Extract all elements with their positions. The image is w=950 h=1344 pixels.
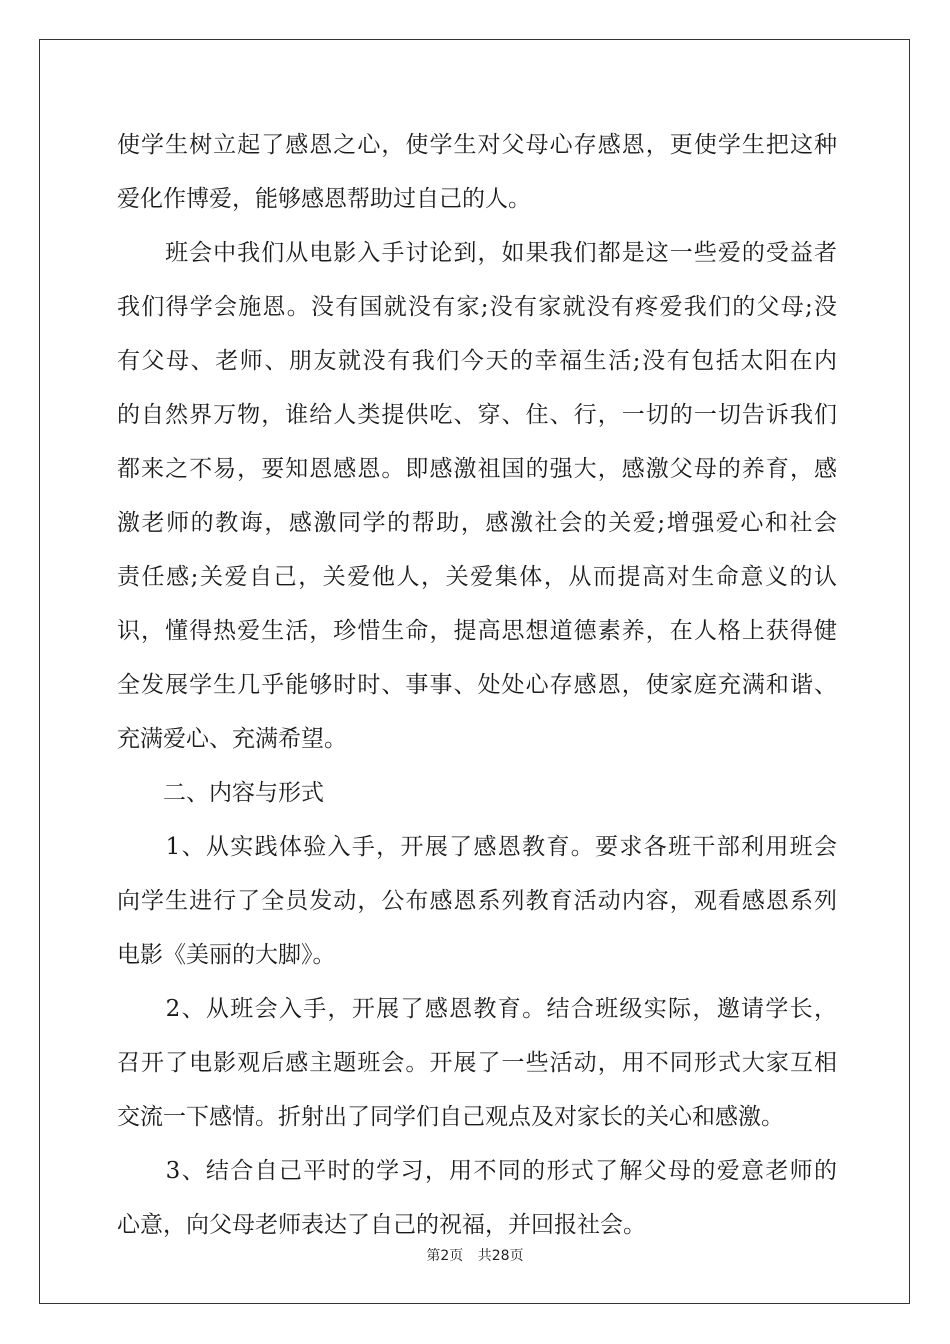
paragraph <box>117 234 837 774</box>
page-number: 第2页 <box>426 1248 464 1264</box>
paragraph <box>117 1152 837 1260</box>
document-body <box>117 126 837 1260</box>
text-line: 有父母、老师、朋友就没有我们今天的幸福生活;没有包括太阳在内 <box>117 348 837 374</box>
text-line: 都来之不易，要知恩感恩。即感激祖国的强大，感激父母的养育，感 <box>117 456 837 482</box>
page-footer <box>0 1246 950 1266</box>
text-line: 向学生进行了全员发动，公布感恩系列教育活动内容，观看感恩系列 <box>117 888 837 914</box>
text-line: 班会中我们从电影入手讨论到，如果我们都是这一些爱的受益者 <box>117 240 837 266</box>
text-line: 全发展学生几乎能够时时、事事、处处心存感恩，使家庭充满和谐、 <box>117 672 837 698</box>
text-line: 的自然界万物，谁给人类提供吃、穿、住、行，一切的一切告诉我们 <box>117 402 837 428</box>
text-line: 二、内容与形式 <box>117 780 324 806</box>
text-line: 2、从班会入手，开展了感恩教育。结合班级实际，邀请学长， <box>117 996 837 1022</box>
text-line: 爱化作博爱，能够感恩帮助过自己的人。 <box>117 186 531 212</box>
page-total: 共28页 <box>477 1248 524 1264</box>
text-line: 激老师的教诲，感激同学的帮助，感激社会的关爱;增强爱心和社会 <box>117 510 837 536</box>
text-line: 交流一下感情。折射出了同学们自己观点及对家长的关心和感激。 <box>117 1104 784 1130</box>
paragraph <box>117 990 837 1152</box>
text-line: 心意，向父母老师表达了自己的祝福，并回报社会。 <box>117 1212 646 1238</box>
paragraph <box>117 774 837 828</box>
text-line: 3、结合自己平时的学习，用不同的形式了解父母的爱意老师的 <box>117 1158 837 1184</box>
paragraph <box>117 126 837 234</box>
text-line: 电影《美丽的大脚》。 <box>117 942 336 968</box>
text-line: 1、从实践体验入手，开展了感恩教育。要求各班干部利用班会 <box>117 834 837 860</box>
text-line: 充满爱心、充满希望。 <box>117 726 347 752</box>
paragraph <box>117 828 837 990</box>
text-line: 识，懂得热爱生活，珍惜生命，提高思想道德素养，在人格上获得健 <box>117 618 837 644</box>
text-line: 我们得学会施恩。没有国就没有家;没有家就没有疼爱我们的父母;没 <box>117 294 837 320</box>
text-line: 责任感;关爱自己，关爱他人，关爱集体，从而提高对生命意义的认 <box>117 564 837 590</box>
text-line: 召开了电影观后感主题班会。开展了一些活动，用不同形式大家互相 <box>117 1050 837 1076</box>
text-line: 使学生树立起了感恩之心，使学生对父母心存感恩，更使学生把这种 <box>117 132 837 158</box>
